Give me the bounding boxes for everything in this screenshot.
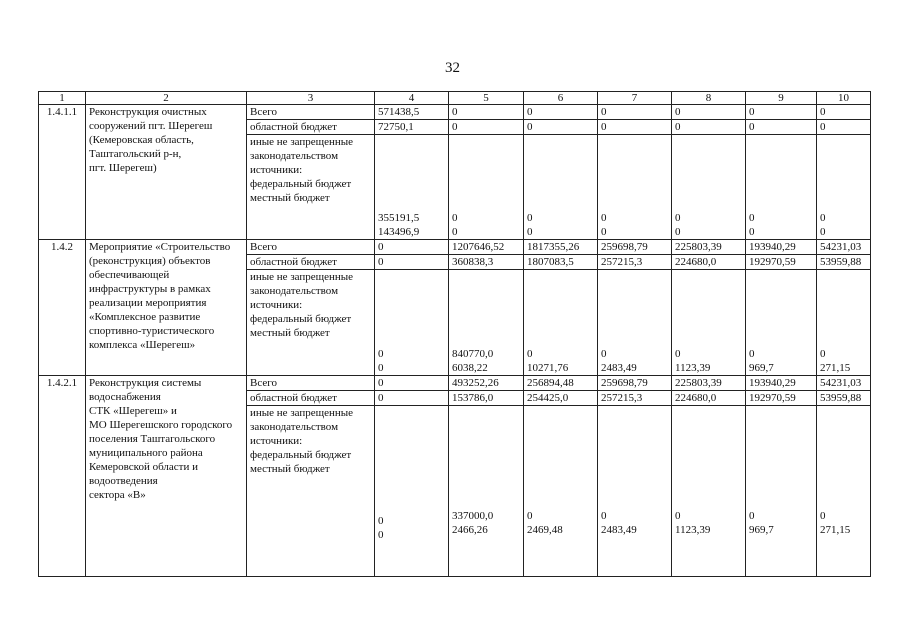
value-cell: 0 bbox=[375, 255, 449, 270]
row-name: Реконструкция системы водоснабжения СТК «Шерегеш» и МО Шерегешского городского поселения Таштагольского муниципального района Кемеровской области и водоотведения сектора «В» bbox=[86, 376, 247, 577]
federal-value: 0 bbox=[601, 212, 607, 224]
value-cell bbox=[449, 406, 524, 577]
value-cell: 1207646,52 bbox=[449, 240, 524, 255]
header-cell: 10 bbox=[817, 92, 871, 105]
value-cell: 0 bbox=[672, 120, 746, 135]
value-cell: 72750,1 bbox=[375, 120, 449, 135]
value-cell: 53959,88 bbox=[817, 255, 871, 270]
source-label: иные не запрещенные законодательством источники: федеральный бюджет местный бюджет bbox=[247, 270, 375, 376]
federal-value: 0 bbox=[675, 212, 681, 224]
value-cell bbox=[375, 135, 449, 240]
local-value: 0 bbox=[749, 226, 755, 238]
value-cell: 225803,39 bbox=[672, 240, 746, 255]
value-cell: 1817355,26 bbox=[524, 240, 598, 255]
header-row bbox=[39, 92, 871, 105]
value-cell: 0 bbox=[598, 105, 672, 120]
federal-value: 0 bbox=[601, 348, 607, 360]
value-cell: 54231,03 bbox=[817, 376, 871, 391]
value-cell: 192970,59 bbox=[746, 391, 817, 406]
local-value: 0 bbox=[820, 226, 826, 238]
value-cell bbox=[672, 270, 746, 376]
value-cell: 192970,59 bbox=[746, 255, 817, 270]
value-cell bbox=[746, 270, 817, 376]
header-cell: 1 bbox=[39, 92, 86, 105]
local-value: 0 bbox=[452, 226, 458, 238]
value-cell: 193940,29 bbox=[746, 240, 817, 255]
local-value: 0 bbox=[378, 529, 384, 541]
federal-value: 0 bbox=[527, 212, 533, 224]
source-label: Всего bbox=[247, 376, 375, 391]
federal-value: 0 bbox=[675, 348, 681, 360]
local-value: 0 bbox=[675, 226, 681, 238]
value-cell: 0 bbox=[672, 105, 746, 120]
value-cell: 259698,79 bbox=[598, 240, 672, 255]
value-cell: 0 bbox=[449, 105, 524, 120]
value-cell bbox=[817, 406, 871, 577]
local-value: 6038,22 bbox=[452, 362, 488, 374]
local-value: 271,15 bbox=[820, 362, 851, 374]
value-cell bbox=[817, 270, 871, 376]
header-cell: 7 bbox=[598, 92, 672, 105]
value-cell bbox=[524, 270, 598, 376]
federal-value: 0 bbox=[601, 510, 607, 522]
source-label: областной бюджет bbox=[247, 391, 375, 406]
header-cell: 2 bbox=[86, 92, 247, 105]
federal-value: 0 bbox=[452, 212, 458, 224]
local-value: 2483,49 bbox=[601, 524, 637, 536]
value-cell bbox=[598, 270, 672, 376]
value-cell: 257215,3 bbox=[598, 255, 672, 270]
value-cell: 54231,03 bbox=[817, 240, 871, 255]
local-value: 2483,49 bbox=[601, 362, 637, 374]
value-cell: 0 bbox=[524, 105, 598, 120]
value-cell: 0 bbox=[817, 105, 871, 120]
value-cell bbox=[672, 406, 746, 577]
local-value: 10271,76 bbox=[527, 362, 569, 374]
local-value: 0 bbox=[527, 226, 533, 238]
page-number: 32 bbox=[445, 60, 460, 76]
local-value: 969,7 bbox=[749, 524, 774, 536]
federal-value: 0 bbox=[749, 510, 755, 522]
federal-value: 0 bbox=[820, 212, 826, 224]
source-label: иные не запрещенные законодательством источники: федеральный бюджет местный бюджет bbox=[247, 135, 375, 240]
local-value: 0 bbox=[601, 226, 607, 238]
value-cell: 256894,48 bbox=[524, 376, 598, 391]
value-cell: 1807083,5 bbox=[524, 255, 598, 270]
value-cell bbox=[524, 135, 598, 240]
value-cell: 0 bbox=[375, 376, 449, 391]
row-code: 1.4.2.1 bbox=[39, 376, 86, 577]
value-cell: 257215,3 bbox=[598, 391, 672, 406]
header-cell: 8 bbox=[672, 92, 746, 105]
source-label: областной бюджет bbox=[247, 120, 375, 135]
source-label: Всего bbox=[247, 105, 375, 120]
local-value: 969,7 bbox=[749, 362, 774, 374]
local-value: 2469,48 bbox=[527, 524, 563, 536]
federal-value: 0 bbox=[527, 348, 533, 360]
header-cell: 6 bbox=[524, 92, 598, 105]
local-value: 143496,9 bbox=[378, 226, 420, 238]
value-cell bbox=[449, 135, 524, 240]
value-cell: 0 bbox=[375, 240, 449, 255]
table-row bbox=[39, 376, 871, 391]
value-cell bbox=[672, 135, 746, 240]
header-cell: 9 bbox=[746, 92, 817, 105]
federal-value: 0 bbox=[378, 348, 384, 360]
value-cell: 193940,29 bbox=[746, 376, 817, 391]
value-cell: 0 bbox=[598, 120, 672, 135]
row-code: 1.4.1.1 bbox=[39, 105, 86, 240]
value-cell bbox=[746, 406, 817, 577]
table-row bbox=[39, 105, 871, 120]
value-cell: 0 bbox=[746, 120, 817, 135]
value-cell: 153786,0 bbox=[449, 391, 524, 406]
local-value: 1123,39 bbox=[675, 524, 711, 536]
header-cell: 3 bbox=[247, 92, 375, 105]
federal-value: 337000,0 bbox=[452, 510, 494, 522]
header-cell: 5 bbox=[449, 92, 524, 105]
federal-value: 0 bbox=[675, 510, 681, 522]
value-cell: 0 bbox=[449, 120, 524, 135]
federal-value: 840770,0 bbox=[452, 348, 494, 360]
row-name: Реконструкция очистных сооружений пгт. Шерегеш (Кемеровская область, Таштагольский р-н, пгт. Шерегеш) bbox=[86, 105, 247, 240]
value-cell: 259698,79 bbox=[598, 376, 672, 391]
value-cell bbox=[375, 270, 449, 376]
value-cell: 224680,0 bbox=[672, 255, 746, 270]
value-cell bbox=[449, 270, 524, 376]
local-value: 0 bbox=[378, 362, 384, 374]
value-cell: 493252,26 bbox=[449, 376, 524, 391]
value-cell: 0 bbox=[375, 391, 449, 406]
row-name: Мероприятие «Строительство (реконструкция) объектов обеспечивающей инфраструктуры в рамках реализации мероприятия «Комплексное развитие спортивно-туристического комплекса «Шерегеш» bbox=[86, 240, 247, 376]
source-label: Всего bbox=[247, 240, 375, 255]
value-cell: 0 bbox=[524, 120, 598, 135]
federal-value: 0 bbox=[527, 510, 533, 522]
row-code: 1.4.2 bbox=[39, 240, 86, 376]
value-cell bbox=[598, 406, 672, 577]
header-cell: 4 bbox=[375, 92, 449, 105]
budget-table bbox=[38, 91, 871, 577]
federal-value: 355191,5 bbox=[378, 212, 420, 224]
table-row bbox=[39, 240, 871, 255]
value-cell: 571438,5 bbox=[375, 105, 449, 120]
source-label: иные не запрещенные законодательством источники: федеральный бюджет местный бюджет bbox=[247, 406, 375, 577]
local-value: 1123,39 bbox=[675, 362, 711, 374]
value-cell: 360838,3 bbox=[449, 255, 524, 270]
local-value: 271,15 bbox=[820, 524, 851, 536]
federal-value: 0 bbox=[378, 515, 384, 527]
value-cell bbox=[524, 406, 598, 577]
local-value: 2466,26 bbox=[452, 524, 488, 536]
value-cell bbox=[746, 135, 817, 240]
federal-value: 0 bbox=[820, 510, 826, 522]
value-cell: 254425,0 bbox=[524, 391, 598, 406]
federal-value: 0 bbox=[749, 348, 755, 360]
source-label: областной бюджет bbox=[247, 255, 375, 270]
federal-value: 0 bbox=[749, 212, 755, 224]
value-cell: 53959,88 bbox=[817, 391, 871, 406]
federal-value: 0 bbox=[820, 348, 826, 360]
value-cell: 224680,0 bbox=[672, 391, 746, 406]
value-cell: 225803,39 bbox=[672, 376, 746, 391]
value-cell bbox=[375, 406, 449, 577]
value-cell bbox=[817, 135, 871, 240]
value-cell bbox=[598, 135, 672, 240]
value-cell: 0 bbox=[746, 105, 817, 120]
value-cell: 0 bbox=[817, 120, 871, 135]
